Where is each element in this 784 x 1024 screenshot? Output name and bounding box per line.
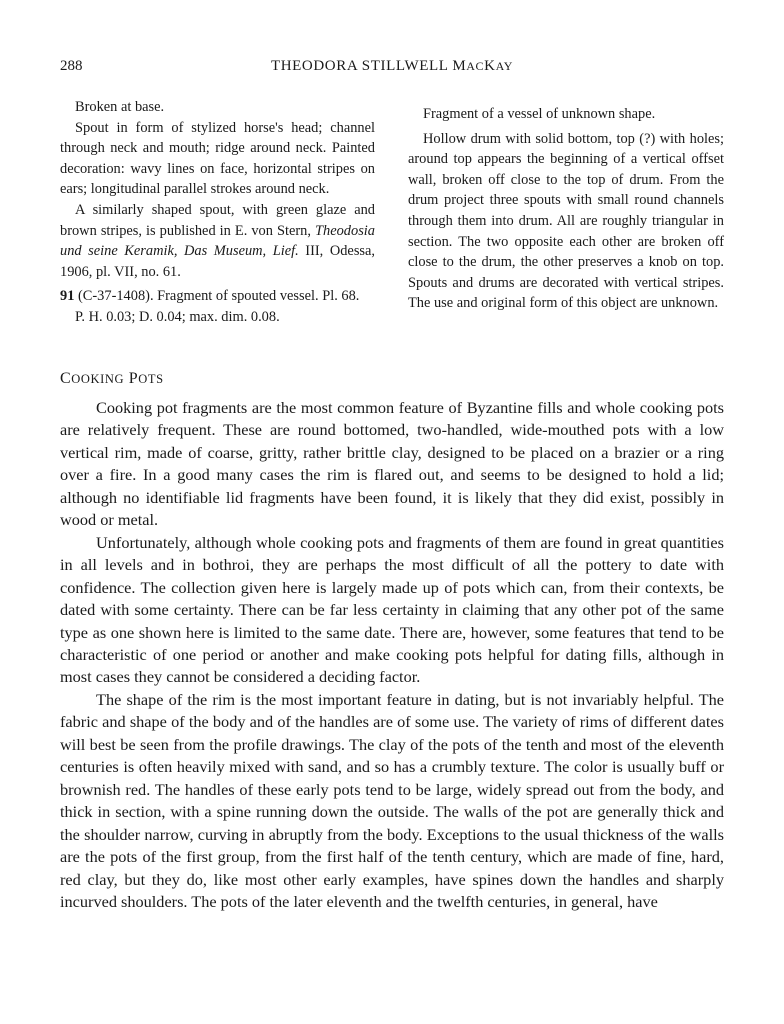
page-number: 288 — [60, 58, 83, 74]
catalog-entry-text: (C-37-1408). Fragment of spouted vessel. Pl. 68. — [78, 288, 360, 305]
left-paragraph: Broken at base. — [75, 99, 165, 115]
citation-text: A similarly shaped spout, with green glaze and brown stripes, is published in E. von Stern, — [60, 201, 375, 239]
right-column — [408, 104, 724, 314]
left-column — [60, 97, 375, 328]
section-heading-part: C — [60, 370, 72, 387]
right-paragraph: Hollow drum with solid bottom, top (?) with holes; around top appears the beginning of a vertical offset wall, broken off close to the top of drum. From the drum project three spouts with small round channels through them into drum. All are roughly triangular in section. The two opposite each other are broken off close to the drum, the other preserves a knob on top. Spouts and drums are decorated with vertical stripes. The use and original form of this object are unknown. — [408, 130, 724, 312]
catalog-entry — [60, 286, 375, 307]
body-paragraph: Cooking pot fragments are the most common feature of Byzantine fills and whole cooking pots are relatively frequent. These are round bottomed, two-handled, wide-mouthed pots with a low vertical rim, made of coarse, gritty, rather brittle clay, designed to be placed on a brazier or a ring over a fire. In a good many cases the rim is flared out, and seems to be designed to hold a lid; although no identifiable lid fragments have been found, it is likely that they did exist, possibly in wood or metal. — [60, 398, 724, 530]
section-heading — [60, 370, 164, 388]
citation-title: Theodosia und seine Keramik, Das Museum, Lief. — [60, 222, 375, 260]
left-paragraph-citation — [60, 200, 375, 282]
running-head-smallcaps: AC — [466, 59, 485, 73]
catalog-dimensions: P. H. 0.03; D. 0.04; max. dim. 0.08. — [75, 308, 280, 325]
section-heading-smallcaps: OTS — [138, 372, 164, 386]
body-paragraph: Unfortunately, although whole cooking pots and fragments of them are found in great quantities in all levels and in bothroi, they are perhaps the most difficult of all the pottery to date with confidence. The collection given here is largely made up of pots which can, from their contexts, be dated with some certainty. There can be far less certainty in claiming that any other pot of the same type as one shown here is limited to the same date. There are, however, some features that tend to be characteristic of one period or another and make cooking pots helpful for dating fills, although in most cases they cannot be considered a deciding factor. — [60, 532, 724, 687]
section-heading-smallcaps: OOKING — [71, 372, 125, 386]
body-text — [60, 397, 724, 913]
running-head-smallcaps: AY — [495, 59, 514, 73]
running-head-part: THEODORA STILLWELL M — [270, 58, 467, 74]
running-head — [60, 58, 724, 75]
running-head-part: K — [484, 58, 496, 74]
right-paragraph: Fragment of a vessel of unknown shape. — [423, 106, 656, 122]
section-heading-part: P — [124, 370, 139, 387]
citation-text: III, Odessa, 1906, pl. VII, no. 61. — [60, 243, 376, 280]
left-paragraph: Spout in form of stylized horse's head; channel through neck and mouth; ridge around neck. Painted decoration: wavy lines on face, horizontal stripes on ears; longitudinal parallel strokes around neck. — [60, 119, 375, 198]
body-paragraph: The shape of the rim is the most important feature in dating, but is not invariably helpful. The fabric and shape of the body and of the handles are of some use. The variety of rims of different dates will best be seen from the profile drawings. The clay of the pots of the tenth and most of the eleventh centuries is often heavily mixed with sand, and so has a crumbly texture. The color is usually buff or brownish red. The handles of these early pots tend to be large, widely spread out from the body, and thick in section, with a spine running down the outside. The walls of the pot are generally thick and the shoulder narrow, curving in abruptly from the body. Exceptions to the usual thickness of the walls are the pots of the first group, from the first half of the tenth century, which are made of fine, hard, red clay, but they do, like most other early examples, have spines down the handles and sharply incurved shoulders. The pots of the later eleventh and the twelfth centuries, in general, have — [60, 689, 724, 911]
page-header — [60, 58, 724, 80]
catalog-number: 91 — [60, 288, 75, 305]
